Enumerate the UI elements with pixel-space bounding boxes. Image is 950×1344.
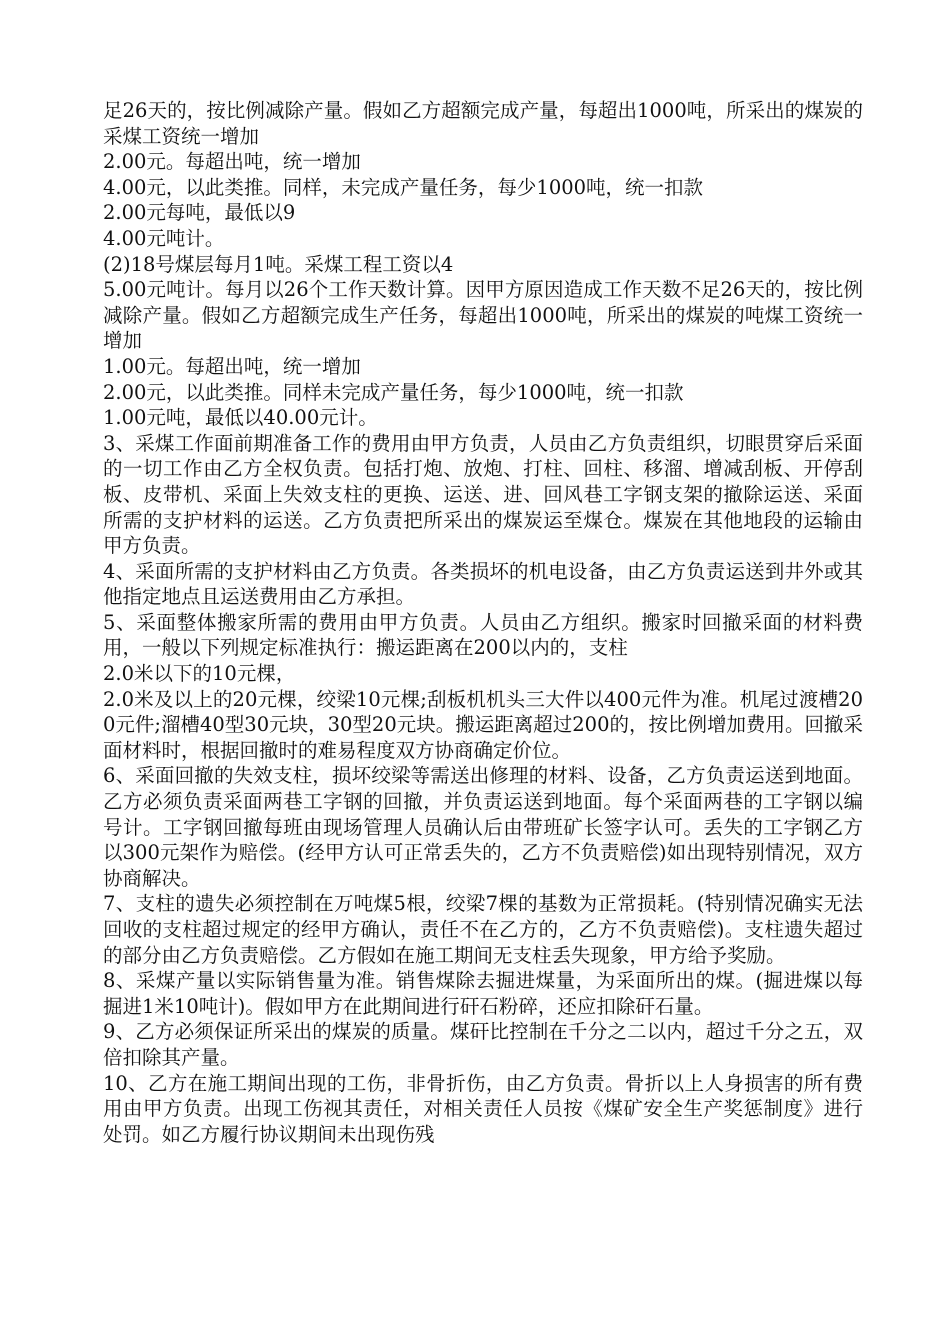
paragraph: 10、乙方在施工期间出现的工伤，非骨折伤，由乙方负责。骨折以上人身损害的所有费用由甲方负责。出现工伤视其责任，对相关责任人员按《煤矿安全生产奖惩制度》进行处罚。如乙方履行协议期间未出现伤残 — [103, 1071, 863, 1146]
document-page — [103, 98, 863, 1147]
paragraph: 8、采煤产量以实际销售量为准。销售煤除去掘进煤量，为采面所出的煤。(掘进煤以每掘进1米10吨计)。假如甲方在此期间进行矸石粉碎，还应扣除矸石量。 — [103, 969, 863, 1018]
paragraph: 3、采煤工作面前期准备工作的费用由甲方负责，人员由乙方负责组织，切眼贯穿后采面的一切工作由乙方全权负责。包括打炮、放炮、打柱、回柱、移溜、增减刮板、开停刮板、皮带机、采面上失效支柱的更换、运送、进、回风巷工字钢支架的撤除运送、采面所需的支护材料的运送。乙方负责把所采出的煤炭运至煤仓。煤炭在其他地段的运输由甲方负责。 — [103, 431, 863, 558]
paragraph: 2.0米及以上的20元棵，绞梁10元棵;刮板机机头三大件以400元件为准。机尾过渡槽200元件;溜槽40型30元块，30型20元块。搬运距离超过200的，按比例增加费用。回撤采面材料时，根据回撤时的难易程度双方协商确定价位。 — [103, 687, 863, 762]
paragraph: 9、乙方必须保证所采出的煤炭的质量。煤矸比控制在千分之二以内，超过千分之五，双倍扣除其产量。 — [103, 1020, 863, 1069]
paragraph: 5.00元吨计。每月以26个工作天数计算。因甲方原因造成工作天数不足26天的，按比例减除产量。假如乙方超额完成生产任务，每超出1000吨，所采出的煤炭的吨煤工资统一增加 — [103, 278, 863, 353]
paragraph: 2.00元。每超出吨，统一增加 — [103, 150, 361, 174]
paragraph: 2.00元每吨，最低以9 — [103, 201, 296, 225]
paragraph: 4、采面所需的支护材料由乙方负责。各类损坏的机电设备，由乙方负责运送到井外或其他指定地点且运送费用由乙方承担。 — [103, 559, 863, 609]
paragraph: 4.00元吨计。 — [103, 226, 225, 250]
paragraph: 5、采面整体搬家所需的费用由甲方负责。人员由乙方组织。搬家时回撤采面的材料费用，一般以下列规定标准执行：搬运距离在200以内的，支柱 — [103, 610, 863, 660]
paragraph: 6、采面回撤的失效支柱，损坏绞梁等需送出修理的材料、设备，乙方负责运送到地面。乙方必须负责采面两巷工字钢的回撤，并负责运送到地面。每个采面两巷的工字钢以编号计。工字钢回撤每班由现场管理人员确认后由带班矿长签字认可。丢失的工字钢乙方以300元架作为赔偿。(经甲方认可正常丢失的，乙方不负责赔偿)如出现特别情况，双方协商解决。 — [103, 764, 863, 890]
paragraph: 1.00元。每超出吨，统一增加 — [103, 354, 361, 378]
paragraph: 2.00元，以此类推。同样未完成产量任务，每少1000吨，统一扣款 — [103, 380, 684, 404]
paragraph: 4.00元，以此类推。同样，未完成产量任务，每少1000吨，统一扣款 — [103, 175, 704, 199]
paragraph: 2.0米以下的10元棵， — [103, 662, 296, 686]
paragraph: 足26天的，按比例减除产量。假如乙方超额完成产量，每超出1000吨，所采出的煤炭的采煤工资统一增加 — [103, 99, 863, 148]
paragraph: 7、支柱的遗失必须控制在万吨煤5根，绞梁7棵的基数为正常损耗。(特别情况确实无法回收的支柱超过规定的经甲方确认，责任不在乙方的，乙方不负责赔偿)。支柱遗失超过的部分由乙方负责赔偿。乙方假如在施工期间无支柱丢失现象，甲方给予奖励。 — [103, 892, 863, 967]
paragraph: (2)18号煤层每月1吨。采煤工程工资以4 — [103, 252, 454, 276]
paragraph: 1.00元吨，最低以40.00元计。 — [103, 406, 378, 430]
